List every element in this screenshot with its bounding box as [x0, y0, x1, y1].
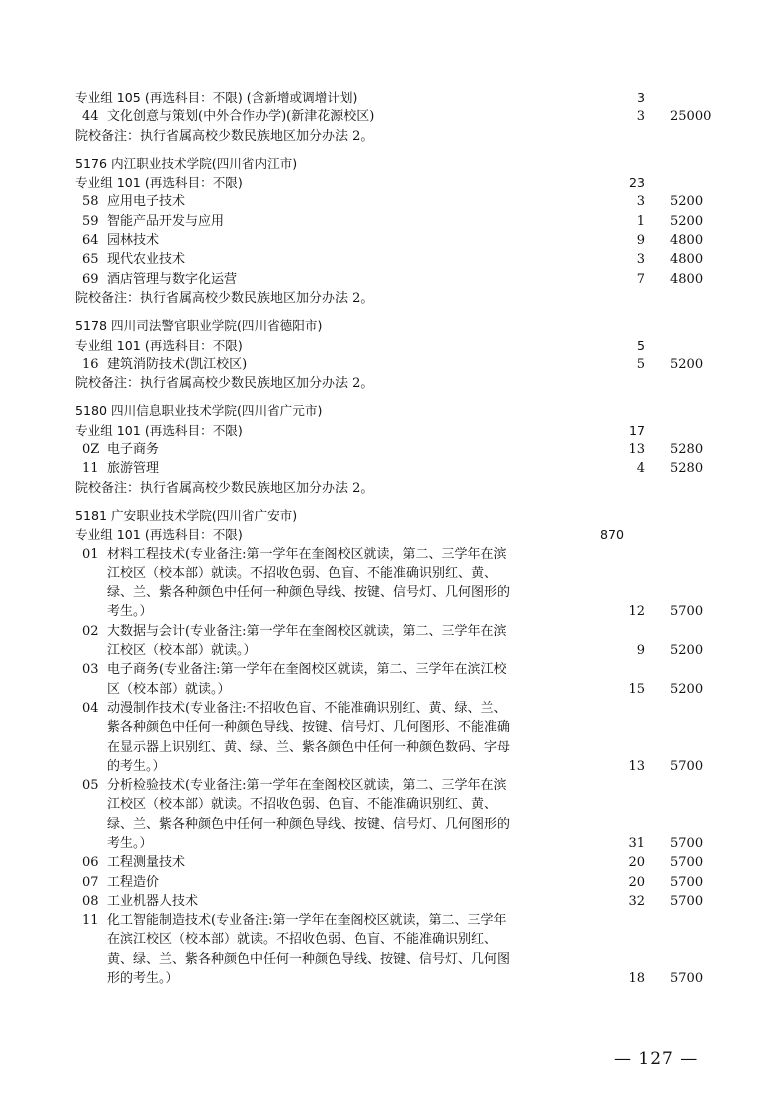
major-row-continued	[0, 930, 777, 949]
major-text: 紫各种颜色中任何一种颜色导线、按键、信号灯、几何图形、不能准确	[107, 720, 511, 736]
major-count: 13	[628, 758, 645, 774]
major-fee: 5700	[670, 855, 704, 871]
major-count: 7	[636, 271, 645, 287]
major-code: 44	[82, 109, 99, 125]
group-count: 17	[628, 422, 645, 438]
school-list	[0, 146, 777, 988]
major-text: 形的考生。）	[107, 971, 179, 987]
major-count: 9	[636, 233, 645, 249]
school-header	[0, 316, 777, 335]
major-code: 64	[82, 233, 99, 249]
major-row-continued	[0, 564, 777, 583]
major-row	[0, 660, 777, 679]
section-gap	[0, 308, 777, 316]
major-text: 大数据与会计(专业备注:第一学年在奎阁校区就读，第二、三学年在滨	[107, 623, 507, 639]
major-fee: 5700	[670, 835, 704, 851]
school-note-text: 院校备注：执行省属高校少数民族地区加分办法 2。	[75, 480, 374, 496]
major-code: 07	[82, 874, 99, 890]
major-text: 考生。）	[107, 604, 153, 620]
major-count: 12	[628, 604, 645, 620]
major-text: 智能产品开发与应用	[107, 213, 225, 229]
major-code: 69	[82, 271, 99, 287]
group-label: 专业组 101 (再选科目：不限)	[75, 422, 243, 438]
major-row	[0, 545, 777, 564]
major-fee: 5700	[670, 893, 704, 909]
school-header	[0, 401, 777, 420]
major-count: 3	[636, 109, 645, 125]
major-row-continued	[0, 738, 777, 757]
major-code: 59	[82, 213, 99, 229]
major-fee: 25000	[670, 109, 712, 125]
major-row	[0, 699, 777, 718]
school-note-text: 院校备注：执行省属高校少数民族地区加分办法 2。	[75, 376, 374, 392]
school-note	[0, 374, 777, 393]
major-code: 11	[82, 913, 99, 929]
major-row-continued	[0, 641, 777, 660]
school-name: 5178 四川司法警官职业学院(四川省德阳市)	[75, 318, 323, 334]
major-row	[0, 107, 777, 126]
major-fee: 4800	[670, 233, 704, 249]
major-text: 电子商务	[107, 442, 160, 458]
major-row	[0, 622, 777, 641]
major-code: 05	[82, 778, 99, 794]
school-name: 5176 内江职业技术学院(四川省内江市)	[75, 155, 298, 171]
major-code: 08	[82, 893, 99, 909]
group-label: 专业组 101 (再选科目：不限)	[75, 527, 243, 543]
major-row	[0, 776, 777, 795]
major-code: 11	[82, 461, 99, 477]
major-count: 5	[636, 356, 645, 372]
major-text: 黄、绿、兰、紫各种颜色中任何一种颜色导线、按键、信号灯、几何图	[107, 951, 511, 967]
major-row-continued	[0, 815, 777, 834]
section-gap	[0, 393, 777, 401]
major-row	[0, 459, 777, 478]
school-note	[0, 127, 777, 146]
major-text: 工业机器人技术	[107, 893, 199, 909]
major-code: 65	[82, 252, 99, 268]
major-text: 的考生。）	[107, 758, 166, 774]
major-fee: 5700	[670, 874, 704, 890]
major-fee: 5200	[670, 194, 704, 210]
major-text: 工程造价	[107, 874, 160, 890]
major-row-continued	[0, 834, 777, 853]
school-name: 5181 广安职业技术学院(四川省广安市)	[75, 507, 298, 523]
major-count: 3	[636, 252, 645, 268]
group-header	[0, 525, 777, 544]
major-count: 9	[636, 643, 645, 659]
major-fee: 5700	[670, 971, 704, 987]
major-code: 0Z	[82, 442, 100, 458]
major-text: 江校区（校本部）就读。不招收色弱、色盲、不能准确识别红、黄、	[107, 797, 498, 813]
major-code: 01	[82, 546, 99, 562]
major-fee: 5200	[670, 643, 704, 659]
group-label: 专业组 105 (再选科目：不限) (含新增或调增计划)	[75, 90, 358, 105]
major-count: 1	[636, 213, 645, 229]
major-row	[0, 270, 777, 289]
major-name: 文化创意与策划(中外合作办学)(新津花源校区)	[107, 109, 375, 125]
school-note	[0, 479, 777, 498]
group-header	[0, 421, 777, 440]
major-fee: 5700	[670, 758, 704, 774]
major-row	[0, 231, 777, 250]
major-text: 园林技术	[107, 233, 160, 249]
school-header	[0, 154, 777, 173]
section-gap	[0, 498, 777, 506]
major-code: 58	[82, 194, 99, 210]
major-row	[0, 440, 777, 459]
catalog-page	[0, 88, 777, 988]
section-gap	[0, 146, 777, 154]
major-row	[0, 250, 777, 269]
major-row-continued	[0, 602, 777, 621]
page-number: — 127 —	[614, 1049, 699, 1069]
school-name: 5180 四川信息职业技术学院(四川省广元市)	[75, 403, 323, 419]
group-count: 870	[600, 527, 625, 543]
major-count: 31	[628, 835, 645, 851]
major-code: 04	[82, 700, 99, 716]
major-row	[0, 212, 777, 231]
major-code: 06	[82, 855, 99, 871]
group-header	[0, 173, 777, 192]
major-count: 4	[636, 461, 645, 477]
school-note	[0, 289, 777, 308]
group-count: 23	[628, 175, 645, 191]
major-row-continued	[0, 950, 777, 969]
major-count: 20	[628, 855, 645, 871]
major-count: 13	[628, 442, 645, 458]
major-row-continued	[0, 718, 777, 737]
major-text: 化工智能制造技术(专业备注:第一学年在奎阁校区就读，第二、三学年	[107, 913, 507, 929]
school-note-text: 院校备注：执行省属高校少数民族地区加分办法 2。	[75, 290, 374, 306]
major-text: 在滨江校区（校本部）就读。不招收色弱、色盲、不能准确识别红、	[107, 932, 498, 948]
major-count: 15	[628, 681, 645, 697]
school-header	[0, 506, 777, 525]
major-row-continued	[0, 757, 777, 776]
major-fee: 5200	[670, 213, 704, 229]
major-text: 江校区（校本部）就读。不招收色弱、色盲、不能准确识别红、黄、	[107, 565, 498, 581]
major-count: 3	[636, 194, 645, 210]
major-fee: 5280	[670, 461, 704, 477]
group-label: 专业组 101 (再选科目：不限)	[75, 175, 243, 191]
major-text: 江校区（校本部）就读。）	[107, 643, 257, 659]
major-fee: 4800	[670, 252, 704, 268]
major-fee: 5200	[670, 356, 704, 372]
major-text: 建筑消防技术(凯江校区)	[107, 356, 248, 372]
major-code: 02	[82, 623, 99, 639]
major-count: 20	[628, 874, 645, 890]
group-header	[0, 336, 777, 355]
major-text: 分析检验技术(专业备注:第一学年在奎阁校区就读，第二、三学年在滨	[107, 778, 507, 794]
major-count: 18	[628, 971, 645, 987]
group-count: 3	[636, 90, 645, 105]
major-row	[0, 853, 777, 872]
major-text: 材料工程技术(专业备注:第一学年在奎阁校区就读，第二、三学年在滨	[107, 546, 507, 562]
major-code: 16	[82, 356, 99, 372]
major-row-continued	[0, 583, 777, 602]
major-row	[0, 911, 777, 930]
major-text: 工程测量技术	[107, 855, 186, 871]
major-text: 应用电子技术	[107, 194, 186, 210]
major-text: 绿、兰、紫各种颜色中任何一种颜色导线、按键、信号灯、几何图形的	[107, 585, 511, 601]
group-label: 专业组 101 (再选科目：不限)	[75, 337, 243, 353]
major-row	[0, 355, 777, 374]
major-row-continued	[0, 795, 777, 814]
major-text: 酒店管理与数字化运营	[107, 271, 238, 287]
group-header	[0, 88, 777, 107]
major-fee: 5280	[670, 442, 704, 458]
major-fee: 4800	[670, 271, 704, 287]
major-row-continued	[0, 680, 777, 699]
major-text: 考生。）	[107, 835, 153, 851]
major-text: 旅游管理	[107, 461, 160, 477]
major-text: 区（校本部）就读。）	[107, 681, 231, 697]
major-row-continued	[0, 969, 777, 988]
group-count: 5	[636, 337, 645, 353]
school-note-text: 院校备注：执行省属高校少数民族地区加分办法 2。	[75, 128, 374, 144]
major-row	[0, 892, 777, 911]
major-row	[0, 873, 777, 892]
major-count: 32	[628, 893, 645, 909]
major-text: 在显示器上识别红、黄、绿、兰、紫各颜色中任何一种颜色数码、字母	[107, 739, 511, 755]
major-fee: 5700	[670, 604, 704, 620]
major-code: 03	[82, 662, 99, 678]
major-text: 电子商务(专业备注:第一学年在奎阁校区就读，第二、三学年在滨江校	[107, 662, 507, 678]
major-text: 现代农业技术	[107, 252, 186, 268]
major-fee: 5200	[670, 681, 704, 697]
major-text: 动漫制作技术(专业备注:不招收色盲、不能准确识别红、黄、绿、兰、	[107, 700, 507, 716]
major-text: 绿、兰、紫各种颜色中任何一种颜色导线、按键、信号灯、几何图形的	[107, 816, 511, 832]
major-row	[0, 192, 777, 211]
